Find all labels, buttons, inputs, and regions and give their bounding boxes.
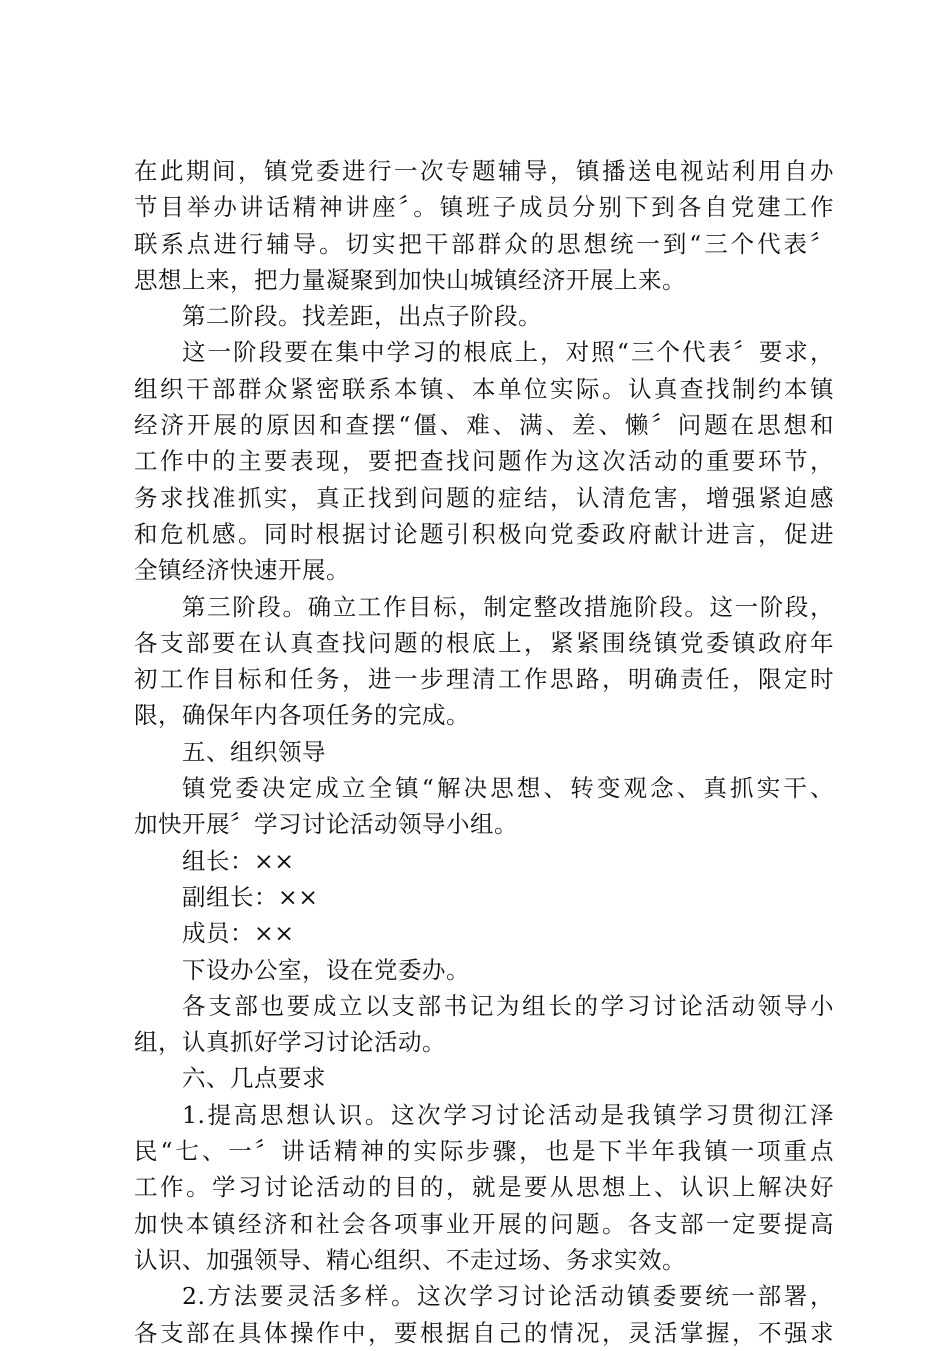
text-line: 经济开展的原因和查摆“僵、难、满、差、懒〞问题在思想和 [134,411,834,440]
text-line: 全镇经济快速开展。 [134,556,350,585]
text-line: 第二阶段。找差距，出点子阶段。 [182,302,542,331]
text-line: 下设办公室，设在党委办。 [182,955,470,984]
text-line: 工作。学习讨论活动的目的，就是要从思想上、认识上解决好 [134,1173,834,1202]
text-line: 联系点进行辅导。切实把干部群众的思想统一到“三个代表〞 [134,229,834,258]
text-line: 组，认真抓好学习讨论活动。 [134,1028,446,1057]
text-line: 工作中的主要表现，要把查找问题作为这次活动的重要环节， [134,447,834,476]
text-line: 组织干部群众紧密联系本镇、本单位实际。认真查找制约本镇 [134,374,834,403]
text-line: 民“七、一〞讲话精神的实际步骤，也是下半年我镇一项重点 [134,1137,834,1166]
text-line: 第三阶段。确立工作目标，制定整改措施阶段。这一阶段， [182,592,834,621]
document-body [134,153,834,1351]
text-line: 在此期间，镇党委进行一次专题辅导，镇播送电视站利用自办 [134,157,834,185]
text-line: 加快本镇经济和社会各项事业开展的问题。各支部一定要提高 [134,1209,834,1238]
text-line: 节目举办讲话精神讲座〞。镇班子成员分别下到各自党建工作 [134,193,834,222]
text-line: 各支部也要成立以支部书记为组长的学习讨论活动领导小 [182,991,834,1020]
section-heading: 五、组织领导 [182,737,326,766]
text-line: 各支部在具体操作中，要根据自己的情况，灵活掌握，不强求 [134,1318,834,1347]
text-line: 务求找准抓实，真正找到问题的症结，认清危害，增强紧迫感 [134,483,834,512]
text-line: 成员：×× [182,919,295,948]
text-line: 加快开展〞学习讨论活动领导小组。 [134,810,518,839]
text-line: 限，确保年内各项任务的完成。 [134,701,470,730]
text-line: 镇党委决定成立全镇“解决思想、转变观念、真抓实干、 [182,774,834,803]
text-line: 各支部要在认真查找问题的根底上，紧紧围绕镇党委镇政府年 [134,628,834,657]
text-line: 2.方法要灵活多样。这次学习讨论活动镇委要统一部署， [182,1282,834,1311]
section-heading: 六、几点要求 [182,1064,326,1093]
text-line: 这一阶段要在集中学习的根底上，对照“三个代表〞要求， [182,338,834,367]
text-line: 1.提高思想认识。这次学习讨论活动是我镇学习贯彻江泽 [182,1100,834,1129]
text-line: 副组长：×× [182,882,319,911]
text-line: 思想上来，把力量凝聚到加快山城镇经济开展上来。 [134,265,686,294]
text-line: 认识、加强领导、精心组织、不走过场、务求实效。 [134,1245,686,1274]
text-line: 和危机感。同时根据讨论题引积极向党委政府献计进言，促进 [134,519,834,548]
text-line: 初工作目标和任务，进一步理清工作思路，明确责任，限定时 [134,665,834,694]
text-line: 组长：×× [182,846,295,875]
